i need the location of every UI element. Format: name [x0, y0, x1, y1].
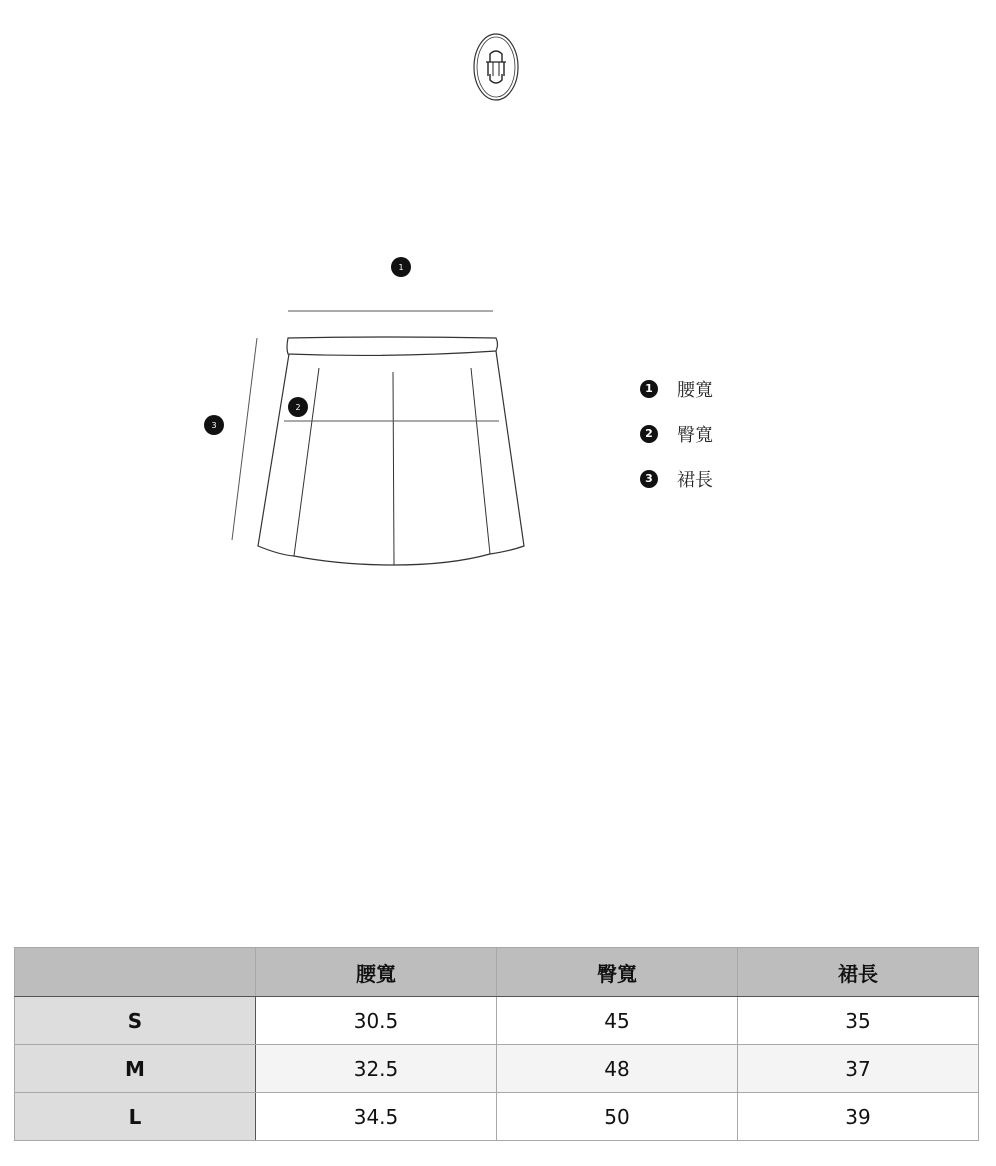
measurement-legend: [640, 376, 840, 511]
table-header-cell: 裙長: [738, 948, 979, 997]
table-cell: 48: [497, 1045, 738, 1093]
table-cell: 45: [497, 997, 738, 1045]
table-cell: 30.5: [256, 997, 497, 1045]
legend-number: 2: [640, 425, 658, 443]
svg-text:3: 3: [211, 421, 217, 430]
length-measure-line: [232, 338, 257, 540]
table-header-row: [15, 948, 979, 997]
legend-item-length: [640, 466, 840, 492]
table-cell: 32.5: [256, 1045, 497, 1093]
legend-item-waist: [640, 376, 840, 402]
table-row: [15, 997, 979, 1045]
table-header-cell: 腰寬: [256, 948, 497, 997]
marker-2: [288, 397, 308, 417]
table-cell: 35: [738, 997, 979, 1045]
table-header-cell: 臀寬: [497, 948, 738, 997]
svg-text:2: 2: [295, 403, 301, 412]
skirt-waistband: [287, 337, 498, 355]
table-cell: 39: [738, 1093, 979, 1141]
svg-text:1: 1: [398, 263, 404, 272]
size-label-cell: S: [15, 997, 256, 1045]
size-label-cell: M: [15, 1045, 256, 1093]
skirt-outline: [258, 351, 524, 565]
monogram-logo-icon: [472, 32, 520, 104]
legend-label: 臀寬: [677, 425, 713, 446]
skirt-measurement-diagram: [190, 240, 550, 590]
table-cell: 50: [497, 1093, 738, 1141]
legend-number: 1: [640, 380, 658, 398]
marker-1: [391, 257, 411, 277]
legend-item-hip: [640, 421, 840, 447]
legend-label: 腰寬: [677, 380, 713, 401]
table-row: [15, 1045, 979, 1093]
legend-number: 3: [640, 470, 658, 488]
size-label-cell: L: [15, 1093, 256, 1141]
marker-3: [204, 415, 224, 435]
legend-label: 裙長: [677, 470, 713, 491]
table-cell: 37: [738, 1045, 979, 1093]
table-cell: 34.5: [256, 1093, 497, 1141]
table-header-cell: [15, 948, 256, 997]
table-row: [15, 1093, 979, 1141]
size-chart-table: [14, 947, 979, 1141]
